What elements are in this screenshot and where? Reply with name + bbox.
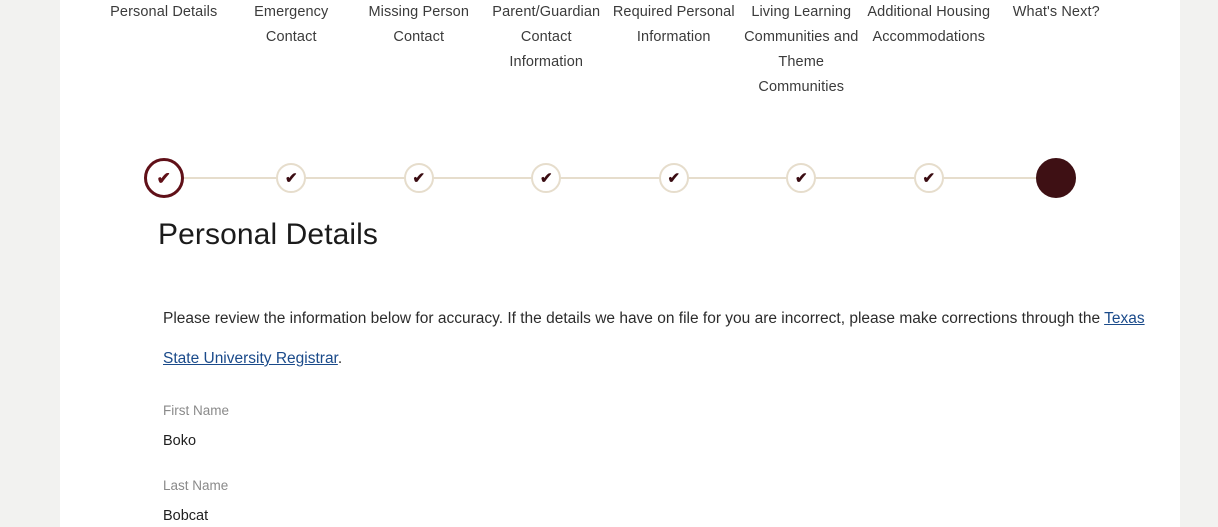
step-dot-whats-next[interactable] [1036,158,1076,198]
field-value-last-name: Bobcat [163,508,209,524]
check-icon: ✔ [412,169,426,187]
form-card [60,0,1180,527]
step-dot-cell-6 [738,152,866,204]
intro-text-after: . [337,350,343,367]
registrar-link[interactable]: Texas State University Registrar [163,310,1145,367]
field-label-first-name: First Name [163,403,230,418]
step-dot-emergency-contact[interactable] [276,163,306,193]
check-icon: ✔ [667,169,681,187]
check-icon: ✔ [539,169,553,187]
step-dot-missing-person-contact[interactable] [404,163,434,193]
stepper-dots [100,152,1140,204]
step-dot-cell-4 [483,152,611,204]
step-label-missing-person-contact[interactable]: Missing Person Contact [368,4,470,45]
check-icon: ✔ [284,169,298,187]
intro-paragraph [163,299,1158,379]
check-icon: ✔ [922,169,936,187]
step-label-additional-housing-accommodations[interactable]: Additional Housing Accommodations [867,4,991,45]
step-label-living-learning-communities[interactable]: Living Learning Communities and Theme Communities [744,4,859,95]
step-dot-personal-details[interactable] [144,158,184,198]
field-label-last-name: Last Name [163,478,229,493]
step-label-required-personal-information[interactable]: Required Personal Information [612,4,735,45]
step-dot-cell-7 [865,152,993,204]
step-label-personal-details[interactable]: Personal Details [110,4,218,20]
step-dot-cell-8 [993,152,1121,204]
field-last-name [163,476,1158,526]
step-dot-cell-2 [228,152,356,204]
step-dot-cell-3 [355,152,483,204]
intro-text-before: Please review the information below for accuracy. If the details we have on file for you are incorrect, please make corrections through the [163,310,1101,327]
step-dot-cell-5 [610,152,738,204]
step-label-emergency-contact[interactable]: Emergency Contact [254,4,329,45]
field-first-name [163,401,1158,451]
step-label-parent-guardian-contact-information[interactable]: Parent/Guardian Contact Information [492,4,601,70]
field-value-first-name: Boko [163,433,197,449]
check-icon: ✔ [794,169,808,187]
step-dot-parent-guardian-contact-information[interactable] [531,163,561,193]
step-dot-cell-1 [100,152,228,204]
progress-stepper [100,152,1140,204]
step-dot-additional-housing-accommodations[interactable] [914,163,944,193]
page-title: Personal Details [158,218,379,251]
step-dot-living-learning-communities[interactable] [786,163,816,193]
stepper-labels [100,0,1140,100]
form-content [158,216,1158,526]
step-dot-required-personal-information[interactable] [659,163,689,193]
step-label-whats-next[interactable]: What's Next? [1012,4,1100,20]
check-icon: ✔ [156,168,171,188]
